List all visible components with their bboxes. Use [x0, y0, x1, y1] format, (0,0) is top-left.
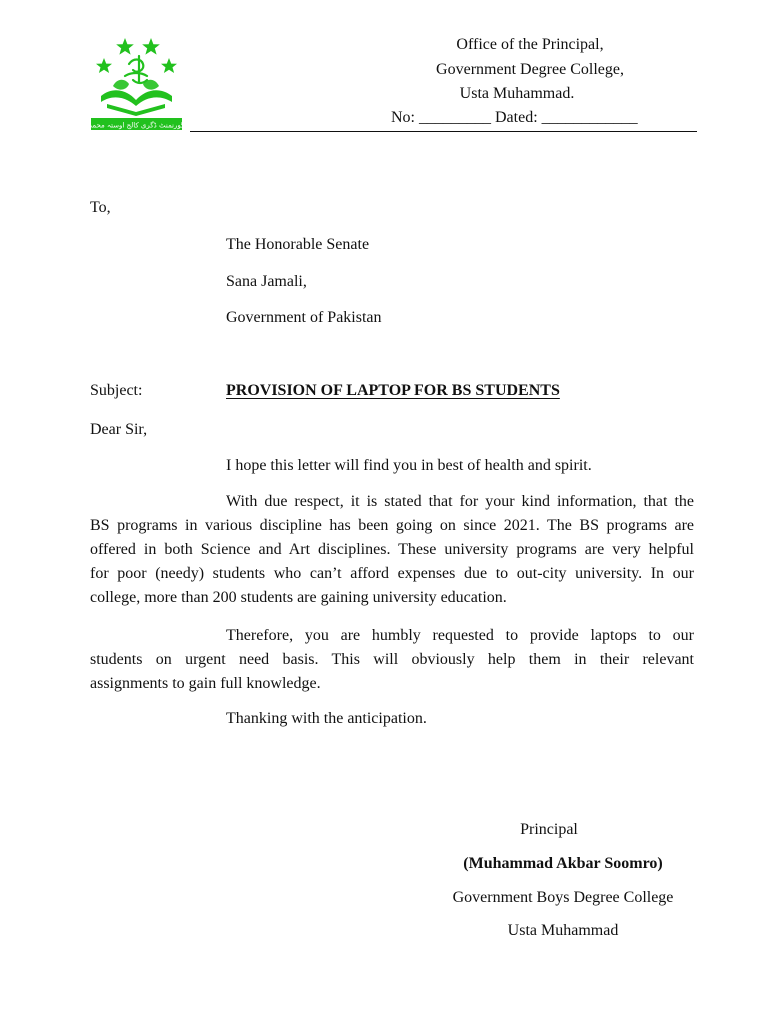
header-college: Government Degree College,	[436, 61, 624, 78]
header-divider	[190, 131, 697, 132]
header-office: Office of the Principal,	[456, 36, 604, 53]
recipient-line-2: Sana Jamali,	[226, 273, 307, 290]
header-town: Usta Muhammad.	[459, 85, 575, 102]
paragraph-2-line-4: for poor (needy) students who can’t afford expenses due to out-city university. In our	[90, 565, 694, 582]
paragraph-2-line-5: college, more than 200 students are gaining university education.	[90, 589, 507, 606]
logo-caption: گورنمنٹ ڈگری کالج اوستہ محمد	[89, 121, 184, 130]
paragraph-1: I hope this letter will find you in best of health and spirit.	[226, 457, 592, 474]
reference-dated-line: No: _________ Dated: ____________	[391, 109, 638, 126]
recipient-line-1: The Honorable Senate	[226, 236, 370, 253]
paragraph-2-line-3: offered in both Science and Art disciplines. These university programs are very helpful	[90, 541, 694, 558]
subject-label: Subject:	[90, 382, 143, 399]
recipient-line-3: Government of Pakistan	[226, 309, 382, 326]
to-label: To,	[90, 199, 111, 216]
signature-name: (Muhammad Akbar Soomro)	[463, 855, 663, 872]
subject-title: PROVISION OF LAPTOP FOR BS STUDENTS	[226, 382, 560, 399]
paragraph-2-line-1: With due respect, it is stated that for your kind information, that the	[226, 493, 694, 510]
paragraph-3-line-1: Therefore, you are humbly requested to provide laptops to our	[226, 627, 694, 644]
signature-town: Usta Muhammad	[507, 922, 619, 939]
paragraph-3-line-2: students on urgent need basis. This will obviously help them in their relevant	[90, 651, 694, 668]
signature-college: Government Boys Degree College	[452, 889, 674, 906]
paragraph-2-line-2: BS programs in various discipline has been going on since 2021. The BS programs are	[90, 517, 694, 534]
closing-line: Thanking with the anticipation.	[226, 710, 427, 727]
salutation: Dear Sir,	[90, 421, 148, 438]
signature-title: Principal	[520, 821, 578, 838]
college-crest-icon	[89, 34, 184, 134]
paragraph-3-line-3: assignments to gain full knowledge.	[90, 675, 321, 692]
